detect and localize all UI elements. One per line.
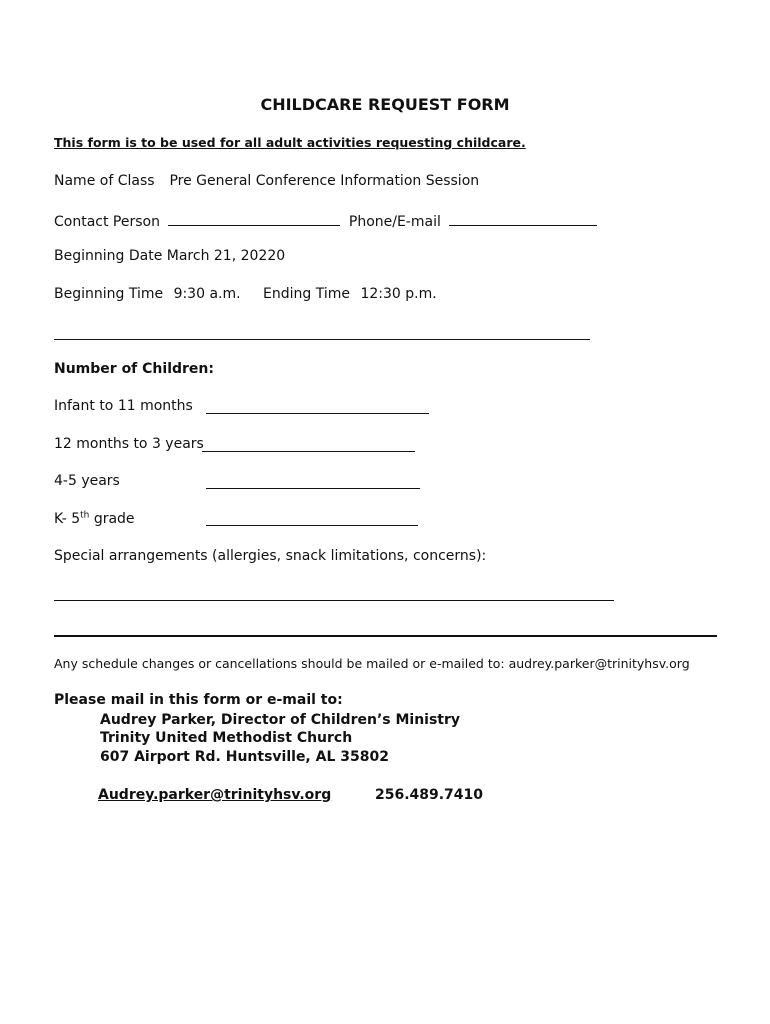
beginning-time-value: 9:30 a.m. <box>173 286 241 302</box>
beginning-date-label: Beginning Date <box>54 248 163 264</box>
ending-time-value: 12:30 p.m. <box>360 286 437 302</box>
preschool-count-field[interactable] <box>206 488 420 489</box>
beginning-time-label: Beginning Time <box>54 286 164 302</box>
class-value: Pre General Conference Information Session <box>169 173 480 189</box>
church-name: Trinity United Methodist Church <box>100 730 353 746</box>
ending-time-label: Ending Time <box>263 286 350 302</box>
thick-divider <box>54 635 717 637</box>
k5-row <box>54 511 135 527</box>
beginning-date-value: March 21, 20220 <box>166 248 286 264</box>
k5-prefix: K- 5 <box>54 511 81 527</box>
infant-count-field[interactable] <box>206 413 429 414</box>
form-title: CHILDCARE REQUEST FORM <box>260 95 510 114</box>
contact-person-label: Contact Person <box>54 214 160 230</box>
class-row <box>54 173 479 189</box>
form-subtitle: This form is to be used for all adult activities requesting childcare. <box>54 135 526 150</box>
k5-count-field[interactable] <box>206 525 418 526</box>
times-row <box>54 286 437 302</box>
class-label: Name of Class <box>54 173 155 189</box>
special-label: Special arrangements (allergies, snack limitations, concerns): <box>54 548 487 564</box>
contact-name: Audrey Parker, Director of Children’s Ministry <box>100 712 461 728</box>
toddler-count-field[interactable] <box>202 451 415 452</box>
children-heading: Number of Children: <box>54 361 214 377</box>
divider-line <box>54 339 590 340</box>
infant-label: Infant to 11 months <box>54 398 193 414</box>
notice-text: Any schedule changes or cancellations should be mailed or e-mailed to: audrey.parker@trinityhsv.org <box>54 656 690 671</box>
special-field[interactable] <box>54 600 614 601</box>
phone-email-label: Phone/E-mail <box>348 214 441 230</box>
contact-row <box>54 211 597 230</box>
toddler-label: 12 months to 3 years <box>54 436 204 452</box>
contact-person-field[interactable] <box>168 211 340 226</box>
contact-email-row <box>98 787 483 803</box>
phone-email-field[interactable] <box>449 211 597 226</box>
k5-suffix: grade <box>93 511 135 527</box>
beginning-date-row <box>54 248 285 264</box>
mail-heading: Please mail in this form or e-mail to: <box>54 692 343 708</box>
contact-email[interactable]: Audrey.parker@trinityhsv.org <box>98 787 332 803</box>
preschool-label: 4-5 years <box>54 473 120 489</box>
contact-phone: 256.489.7410 <box>374 787 484 803</box>
k5-sup: th <box>80 510 90 521</box>
church-address: 607 Airport Rd. Huntsville, AL 35802 <box>100 749 389 765</box>
